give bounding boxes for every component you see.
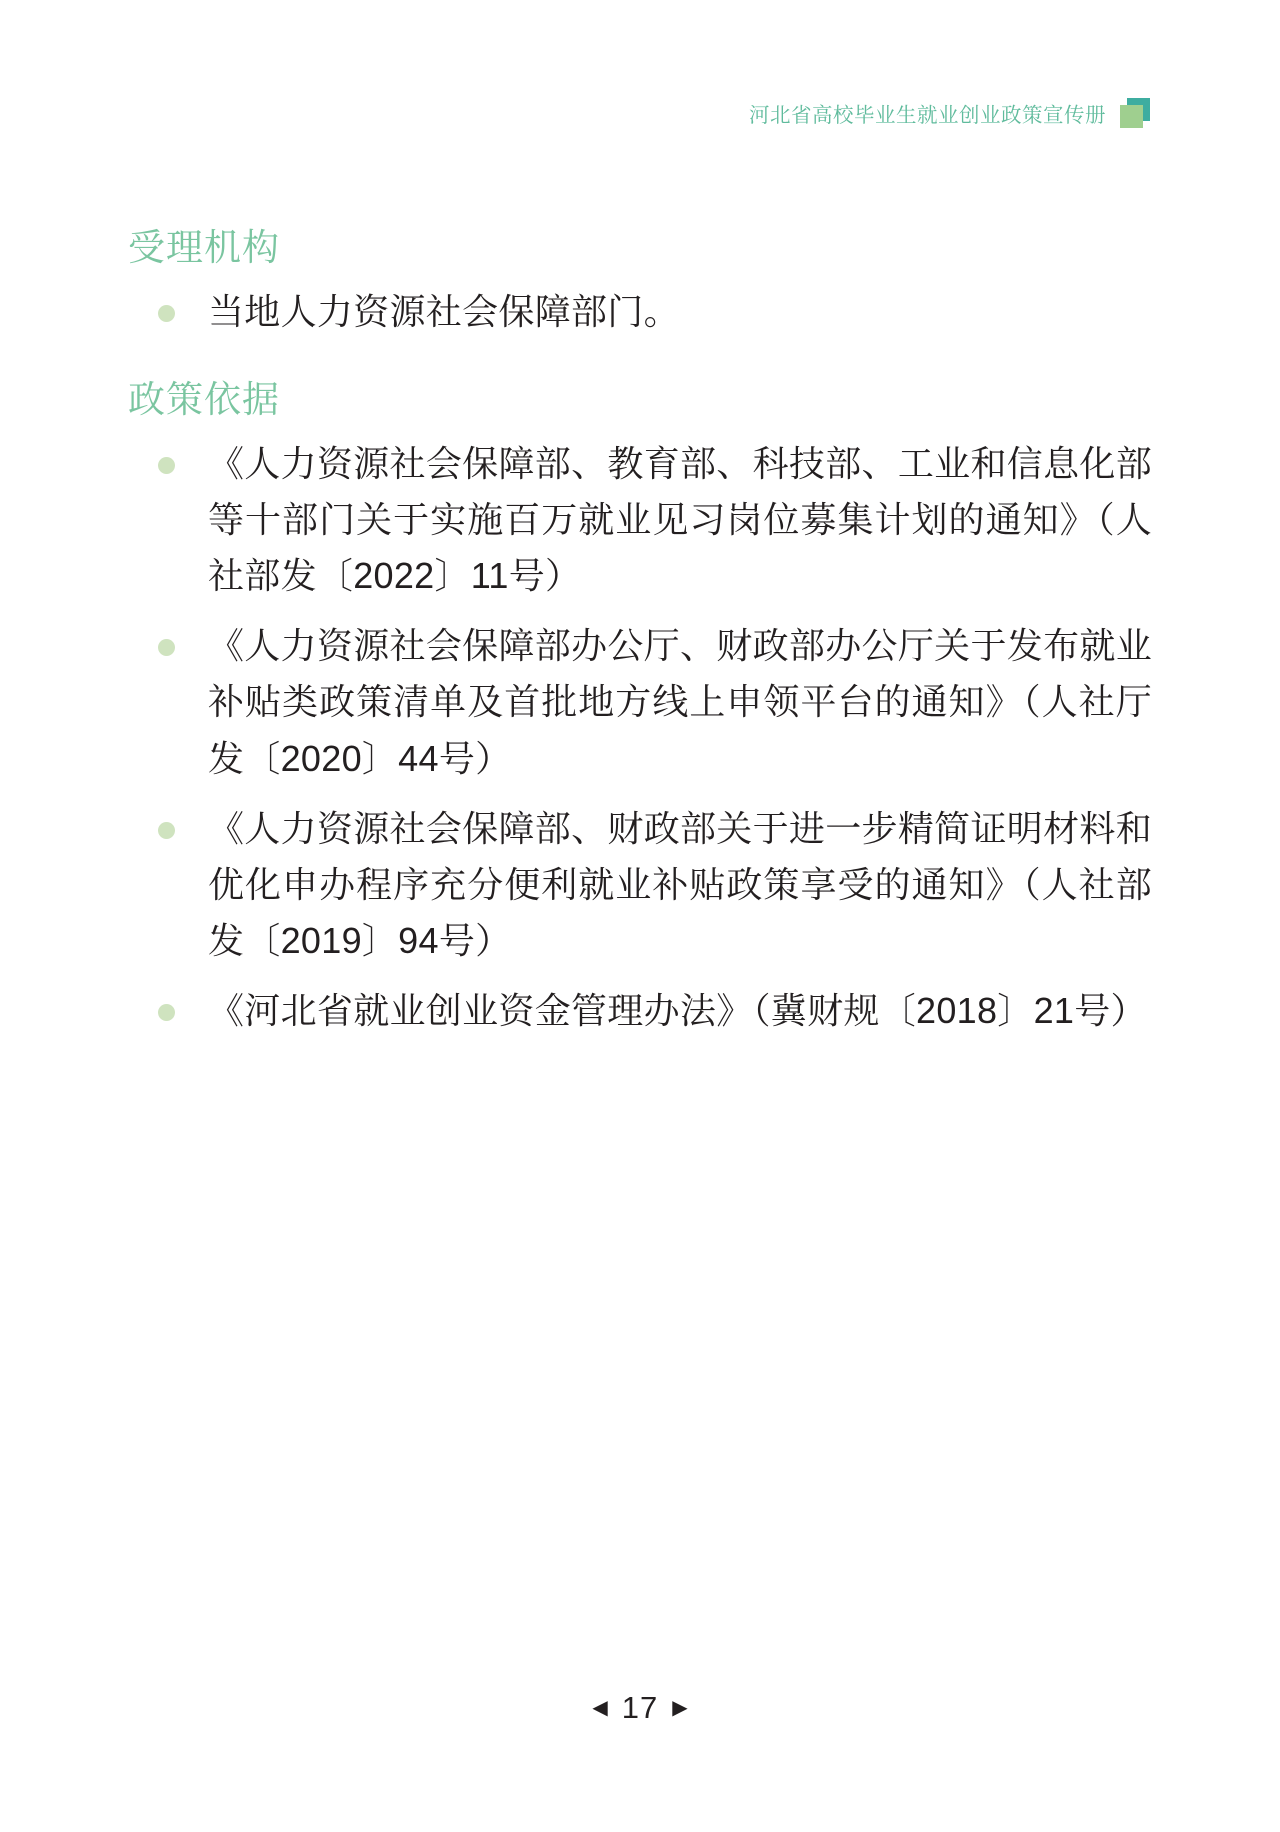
list-item-text: 《人力资源社会保障部、教育部、科技部、工业和信息化部等十部门关于实施百万就业见习岗位募集计划的通知》（人社部发〔2022〕11号）: [208, 442, 1152, 597]
list-item: [128, 618, 1152, 786]
header-title: 河北省高校毕业生就业创业政策宣传册: [749, 104, 1106, 127]
document-content: [128, 222, 1152, 1057]
prev-page-arrow-icon[interactable]: ◀: [592, 1697, 608, 1719]
list-item-text: 当地人力资源社会保障部门。: [208, 290, 680, 332]
list-item: [128, 801, 1152, 969]
section-title: 受理机构: [128, 227, 280, 268]
section-title: 政策依据: [128, 378, 280, 420]
bullet-dot-icon: [158, 305, 175, 322]
bullet-list: [128, 436, 1152, 1040]
list-item: [128, 436, 1152, 604]
bullet-dot-icon: [158, 639, 175, 656]
page-footer: [0, 1690, 1280, 1726]
page-number: 17: [621, 1690, 659, 1725]
section-accepting-agency: [128, 222, 1152, 340]
section-policy-basis: [128, 374, 1152, 1039]
next-page-arrow-icon[interactable]: ▶: [672, 1697, 688, 1719]
page-header: [749, 98, 1150, 128]
bullet-list: [128, 284, 1152, 340]
list-item-text: 《人力资源社会保障部办公厅、财政部办公厅关于发布就业补贴类政策清单及首批地方线上申领平台的通知》（人社厅发〔2020〕44号）: [208, 625, 1152, 779]
brand-square-icon: [1120, 98, 1150, 128]
list-item: [128, 284, 1152, 340]
bullet-dot-icon: [158, 822, 175, 839]
list-item: [128, 983, 1152, 1039]
bullet-dot-icon: [158, 457, 175, 474]
list-item-text: 《河北省就业创业资金管理办法》（冀财规〔2018〕21号）: [208, 990, 1147, 1032]
list-item-text: 《人力资源社会保障部、财政部关于进一步精简证明材料和优化申办程序充分便利就业补贴政策享受的通知》（人社部发〔2019〕94号）: [208, 807, 1152, 961]
bullet-dot-icon: [158, 1004, 175, 1021]
